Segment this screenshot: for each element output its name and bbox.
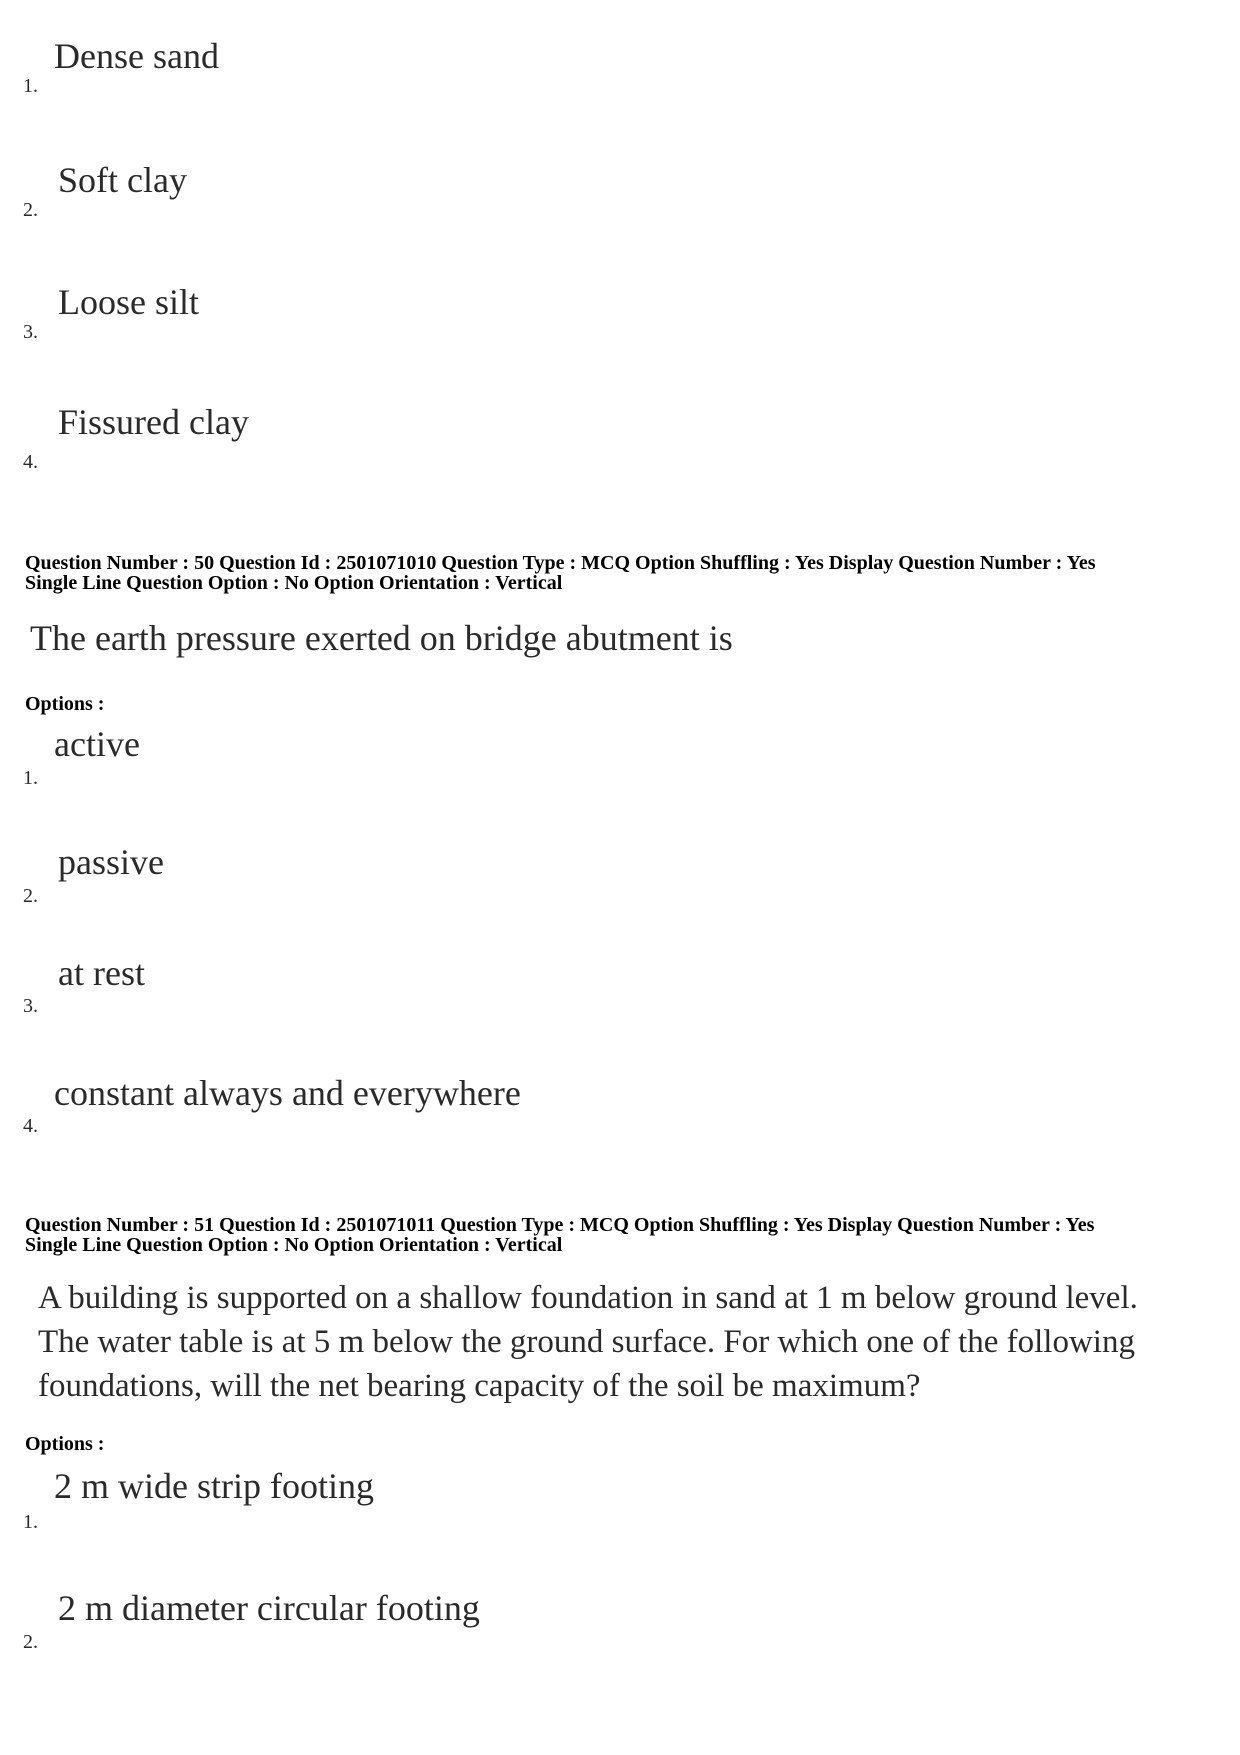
q51-option-1-text: 2 m wide strip footing: [54, 1466, 374, 1506]
q50-question-text: The earth pressure exerted on bridge abutment is: [30, 618, 733, 658]
q51-meta-line-2: Single Line Question Option : No Option Orientation : Vertical: [25, 1234, 563, 1256]
q50-meta-line-2: Single Line Question Option : No Option Orientation : Vertical: [25, 572, 563, 594]
q50-option-2-text: passive: [58, 842, 164, 882]
prev-option-2-text: Soft clay: [58, 160, 187, 200]
prev-option-1-text: Dense sand: [54, 36, 219, 76]
prev-option-2-number: 2.: [23, 199, 38, 221]
q50-meta-line-1: Question Number : 50 Question Id : 2501071010 Question Type : MCQ Option Shuffling : Yes Display Question Number : Yes: [25, 552, 1096, 574]
q50-option-1-number: 1.: [23, 767, 38, 789]
q51-option-2-text: 2 m diameter circular footing: [58, 1588, 480, 1628]
q50-option-3-text: at rest: [58, 953, 145, 993]
q51-question-text: [38, 1276, 1138, 1408]
prev-option-3-number: 3.: [23, 321, 38, 343]
q50-options-label: Options :: [25, 693, 105, 715]
q50-option-2-number: 2.: [23, 885, 38, 907]
q51-option-2-number: 2.: [23, 1631, 38, 1653]
prev-option-1-number: 1.: [23, 75, 38, 97]
prev-option-4-number: 4.: [23, 451, 38, 473]
q50-option-1-text: active: [54, 724, 140, 764]
q50-option-3-number: 3.: [23, 995, 38, 1017]
q51-question-line-3: foundations, will the net bearing capacity of the soil be maximum?: [38, 1368, 921, 1404]
prev-option-3-text: Loose silt: [58, 282, 199, 322]
q51-option-1-number: 1.: [23, 1511, 38, 1533]
q51-question-line-2: The water table is at 5 m below the ground surface. For which one of the following: [38, 1324, 1135, 1360]
q51-question-line-1: A building is supported on a shallow foundation in sand at 1 m below ground level.: [38, 1280, 1138, 1316]
prev-option-4-text: Fissured clay: [58, 402, 249, 442]
q51-options-label: Options :: [25, 1433, 105, 1455]
q50-option-4-number: 4.: [23, 1115, 38, 1137]
q51-meta-line-1: Question Number : 51 Question Id : 2501071011 Question Type : MCQ Option Shuffling : Yes Display Question Number : Yes: [25, 1214, 1095, 1236]
q50-option-4-text: constant always and everywhere: [54, 1073, 521, 1113]
